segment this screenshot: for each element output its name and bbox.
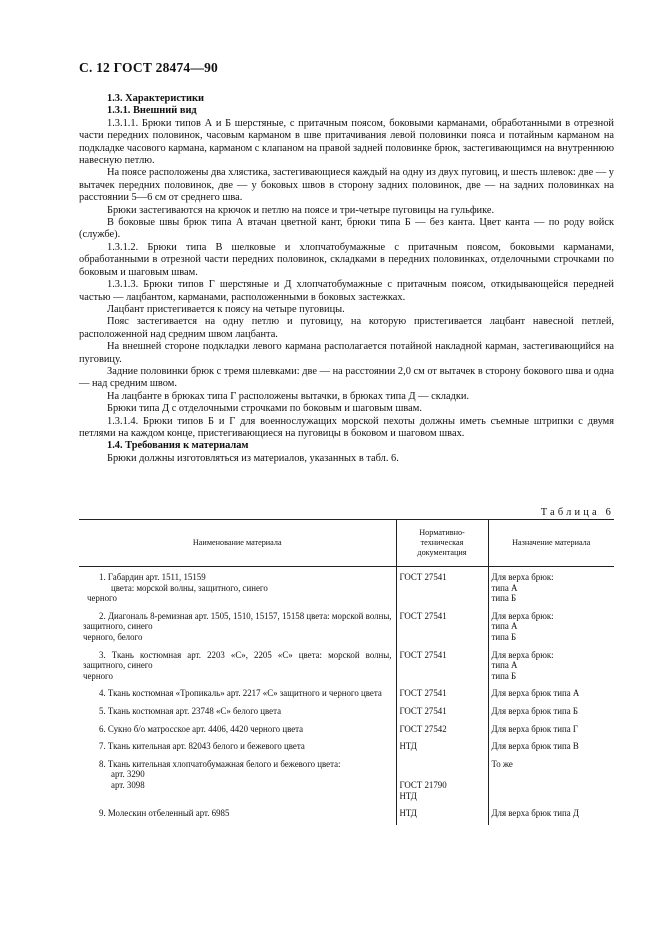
material-name: 3. Ткань костюмная арт. 2203 «С», 2205 «С» цвета: морской волны, защитного, синего [83, 649, 392, 671]
paragraph: Пояс застегивается на одну петлю и пуговицу, на которую пристегивается лацбант навесной петлей, расположенной над средним швом лацбанта. [79, 316, 614, 340]
table-row [79, 740, 614, 758]
material-name: 1. Габардин арт. 1511, 15159 [99, 572, 206, 582]
paragraph: На лацбанте в брюках типа Г расположены вытачки, в брюках типа Д — складки. [107, 390, 470, 402]
table-row [79, 723, 614, 741]
material-cell [79, 740, 396, 758]
paragraph: 1.3.1.2. Брюки типа В шелковые и хлопчатобумажные с притачным поясом, боковыми карманами, обработанными в отрезной части передних половинок, складками в передних половинках, отделочными строчками по боковым и шаговым швам. [79, 241, 614, 278]
purpose-text: Для верха брюк: [491, 649, 554, 660]
table-row [79, 567, 614, 610]
page-header: С. 12 ГОСТ 28474—90 [79, 60, 218, 75]
table-header-row [79, 520, 614, 567]
material-cell [79, 758, 396, 807]
materials-table [79, 519, 614, 825]
paragraph: На поясе расположены два хлястика, застегивающиеся каждый на одну из двух пуговиц, и шесть шлевок: две — у вытачек передних половинок, две — у боковых швов в сторону задних половинок, две — на задних половинках на расстоянии 5—6 см от среднего шва. [79, 167, 614, 204]
document-cell [396, 740, 488, 758]
material-detail: цвета: морской волны, защитного, синего [111, 582, 268, 593]
section-heading: 1.3. Характеристики [107, 93, 205, 104]
material-detail: черного [87, 593, 117, 604]
document-ref: ГОСТ 27542 [399, 723, 447, 734]
material-name: 4. Ткань костюмная «Тропикаль» арт. 2217 «С» защитного и черного цвета [99, 688, 382, 699]
document-cell [396, 723, 488, 741]
column-header: Нормативно-техническая документация [396, 520, 488, 567]
paragraph: Задние половинки брюк с тремя шлевками: две — на расстоянии 2,0 см от вытачек в сторону бокового шва и одна — над средним швом. [79, 365, 614, 390]
document-cell [396, 567, 488, 610]
purpose-cell [488, 649, 614, 688]
material-name: 2. Диагональ 8-ремизная арт. 1505, 1510, 15157, 15158 цвета: морской волны, защитного, синего [83, 610, 392, 632]
paragraph: На внешней стороне подкладки левого кармана располагается потайной накладной карман, застегивающийся на пуговицу. [79, 341, 614, 365]
purpose-text: Для верха брюк: [491, 610, 554, 621]
paragraph: Брюки типа Д с отделочными строчками по боковым и шаговым швам. [107, 403, 422, 415]
paragraph: Лацбант пристегивается к поясу на четыре пуговицы. [107, 303, 345, 315]
table-caption: Таблица 6 [540, 507, 614, 518]
document-ref: ГОСТ 27541 [399, 649, 447, 660]
document-ref: ГОСТ 27541 [399, 572, 447, 582]
table-row [79, 687, 614, 705]
purpose-text: Для верха брюк типа В [491, 741, 579, 752]
document-ref: ГОСТ 27541 [399, 610, 447, 621]
material-cell [79, 687, 396, 705]
material-name: 8. Ткань кительная хлопчатобумажная белого и бежевого цвета: [99, 758, 341, 769]
material-detail: арт. 3098 [111, 779, 145, 790]
table-row [79, 705, 614, 723]
purpose-text: Для верха брюк типа Д [491, 808, 579, 819]
paragraph: В боковые швы брюк типа А втачан цветной кант, брюки типа Б — без канта. Цвет канта — по роду войск (службе). [79, 217, 614, 241]
paragraph: Брюки застегиваются на крючок и петлю на поясе и три-четыре пуговицы на гульфике. [107, 204, 495, 216]
column-header: Наименование материала [79, 520, 396, 567]
table-row [79, 610, 614, 649]
table-row [79, 807, 614, 825]
document-cell [396, 649, 488, 688]
material-name: 7. Ткань кительная арт. 82043 белого и бежевого цвета [99, 741, 305, 752]
purpose-text: Для верха брюк типа Б [491, 705, 579, 716]
document-cell [396, 687, 488, 705]
paragraph: 1.3.1.4. Брюки типов Б и Г для военнослужащих морской пехоты должны иметь съемные штрипки с двумя петлями на каждом конце, пристегивающиеся на пуговицы в боковом и шаговом швах. [79, 415, 614, 439]
material-detail: арт. 3290 [111, 769, 145, 780]
purpose-text: Для верха брюк типа Г [491, 723, 579, 734]
purpose-text: типа Б [491, 593, 517, 604]
document-ref: НТД [399, 741, 417, 752]
material-cell [79, 610, 396, 649]
purpose-text: типа Б [491, 670, 517, 681]
purpose-text: типа А [491, 582, 518, 593]
purpose-cell [488, 610, 614, 649]
document-ref: НТД [399, 808, 417, 819]
purpose-cell [488, 740, 614, 758]
material-detail: черного [83, 670, 113, 681]
document-cell [396, 610, 488, 649]
document-ref: ГОСТ 21790 [399, 779, 447, 790]
material-cell [79, 649, 396, 688]
material-detail: черного, белого [83, 631, 143, 642]
table-row [79, 758, 614, 807]
paragraph: 1.3.1.1. Брюки типов А и Б шерстяные, с притачным поясом, боковыми карманами, обработанными в отрезной части передних половинок, часовым карманом в шве притачивания левой половинки пояса и потайным карманом на подкладке часового кармана, карманом с клапаном на правой задней половинке брюк, застегивающимся на внутреннюю навесную петлю. [79, 117, 614, 167]
column-header: Назначение материала [488, 520, 614, 567]
material-name: 5. Ткань костюмная арт. 23748 «С» белого цвета [99, 705, 282, 716]
purpose-cell [488, 758, 614, 807]
purpose-text: типа А [491, 660, 518, 671]
document-ref: НТД [399, 790, 417, 801]
purpose-cell [488, 567, 614, 610]
subsection-heading: 1.3.1. Внешний вид [107, 105, 197, 117]
document-ref: ГОСТ 27541 [399, 705, 447, 716]
material-cell [79, 705, 396, 723]
material-cell [79, 567, 396, 610]
document-cell [396, 807, 488, 825]
document-cell [396, 705, 488, 723]
paragraph: Брюки должны изготовляться из материалов, указанных в табл. 6. [107, 452, 399, 464]
body-text [79, 93, 614, 465]
section-heading: 1.4. Требования к материалам [107, 440, 249, 452]
purpose-text: То же [491, 758, 513, 769]
material-cell [79, 723, 396, 741]
purpose-cell [488, 807, 614, 825]
document-ref [400, 769, 485, 780]
material-cell [79, 807, 396, 825]
paragraph: 1.3.1.3. Брюки типов Г шерстяные и Д хлопчатобумажные с притачным поясом, откидывающейся передней частью — лацбантом, карманами, расположенными в боковых застежках. [79, 279, 614, 303]
document-ref [400, 759, 485, 770]
document-ref: ГОСТ 27541 [399, 688, 447, 699]
purpose-text: Для верха брюк типа А [491, 688, 580, 699]
purpose-cell [488, 705, 614, 723]
table-row [79, 649, 614, 688]
purpose-cell [488, 687, 614, 705]
purpose-text: типа Б [491, 631, 517, 642]
purpose-text: типа А [491, 621, 518, 632]
material-name: 6. Сукно б/о матросское арт. 4406, 4420 черного цвета [99, 723, 304, 734]
document-cell [396, 758, 488, 807]
material-name: 9. Молескин отбеленный арт. 6985 [99, 808, 230, 819]
purpose-cell [488, 723, 614, 741]
purpose-text: Для верха брюк: [491, 572, 554, 582]
